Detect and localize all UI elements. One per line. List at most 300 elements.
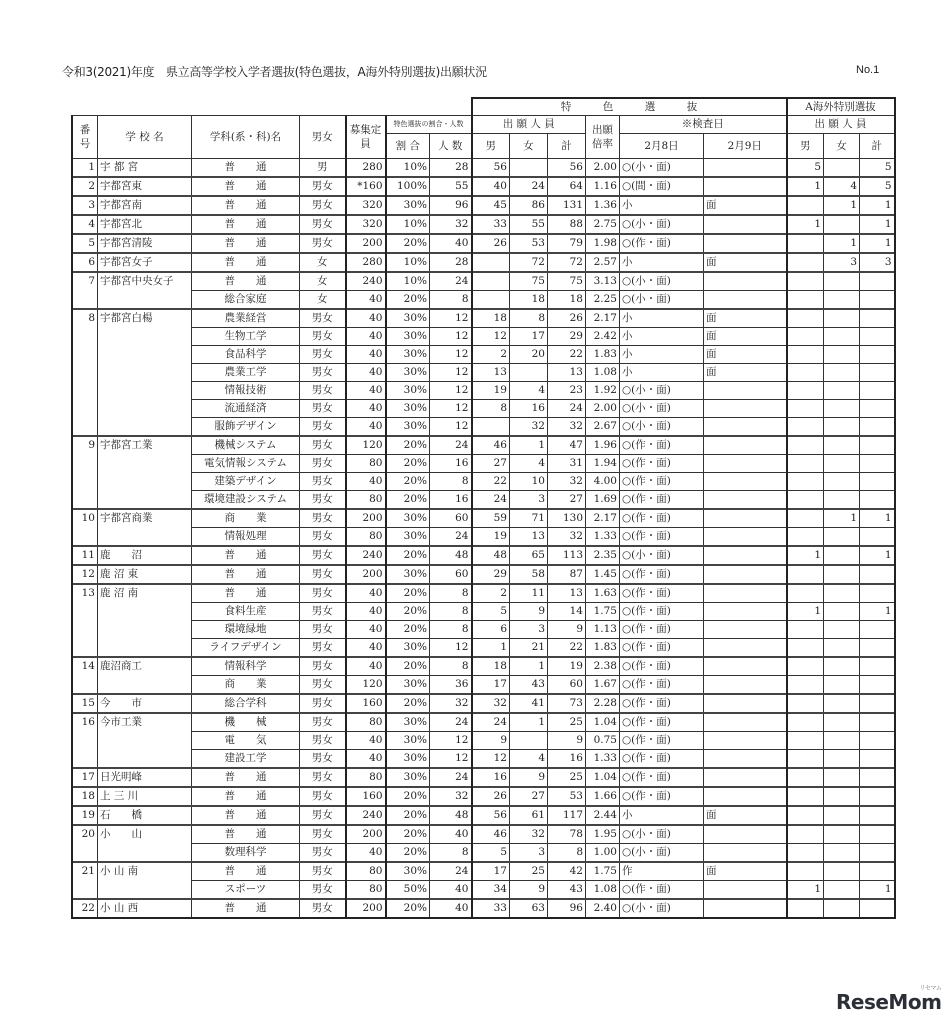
header-feb8: 2月8日: [620, 134, 704, 159]
cell-feb8: 小: [620, 346, 704, 364]
school-number: 8: [72, 309, 98, 436]
cell-total: 60: [548, 676, 586, 695]
cell-sex: 男女: [300, 215, 346, 234]
cell-feb8: ○(作・面): [620, 491, 704, 510]
cell-male: 46: [472, 436, 510, 455]
cell-total: 22: [548, 639, 586, 658]
cell-feb9: [704, 418, 787, 437]
school-name: 鹿 沼: [98, 546, 192, 565]
table-row: [72, 768, 895, 787]
cell-dept: 建築デザイン: [192, 473, 300, 491]
cell-feb8: ○(作・面): [620, 528, 704, 547]
cell-feb8: ○(作・面): [620, 603, 704, 621]
cell-ratio: 30%: [386, 732, 430, 750]
cell-kaigai-male: [787, 491, 824, 510]
cell-total: 32: [548, 418, 586, 437]
cell-kaigai-male: [787, 713, 824, 732]
cell-count: 48: [430, 806, 472, 825]
school-number: 17: [72, 768, 98, 787]
cell-total: 79: [548, 234, 586, 253]
cell-male: 26: [472, 787, 510, 806]
cell-feb8: 小: [620, 196, 704, 215]
cell-kaigai-female: [824, 565, 860, 584]
cell-dept: 普 通: [192, 272, 300, 291]
cell-female: 58: [510, 565, 548, 584]
document-title: 令和3(2021)年度 県立高等学校入学者選抜(特色選抜，A海外特別選抜)出願状況: [62, 65, 487, 79]
cell-female: 3: [510, 621, 548, 639]
cell-male: 19: [472, 528, 510, 547]
cell-count: 12: [430, 732, 472, 750]
cell-kaigai-male: [787, 528, 824, 547]
cell-kaigai-female: 4: [824, 177, 860, 196]
cell-rate: 1.13: [586, 621, 620, 639]
cell-female: 72: [510, 253, 548, 272]
cell-total: 88: [548, 215, 586, 234]
cell-count: 24: [430, 272, 472, 291]
cell-ratio: 20%: [386, 603, 430, 621]
cell-count: 8: [430, 657, 472, 676]
table-row: [72, 584, 895, 603]
cell-kaigai-total: [860, 768, 895, 787]
cell-dept: 服飾デザイン: [192, 418, 300, 437]
cell-male: 27: [472, 455, 510, 473]
cell-male: 46: [472, 825, 510, 844]
cell-feb8: ○(小・面): [620, 546, 704, 565]
cell-feb9: 面: [704, 196, 787, 215]
cell-dept: 総合家庭: [192, 291, 300, 310]
cell-kaigai-male: 5: [787, 159, 824, 178]
cell-sex: 女: [300, 253, 346, 272]
cell-feb8: ○(小・面): [620, 825, 704, 844]
cell-feb9: 面: [704, 309, 787, 328]
cell-ratio: 20%: [386, 694, 430, 713]
cell-male: [472, 418, 510, 437]
cell-sex: 男女: [300, 768, 346, 787]
cell-kaigai-male: [787, 657, 824, 676]
cell-capacity: 240: [346, 272, 386, 291]
cell-ratio: 20%: [386, 473, 430, 491]
cell-feb9: [704, 584, 787, 603]
cell-kaigai-total: [860, 844, 895, 863]
cell-sex: 男女: [300, 196, 346, 215]
cell-feb8: ○(作・面): [620, 732, 704, 750]
cell-sex: 男女: [300, 639, 346, 658]
header-tokushoku-group: 特 色 選 抜: [472, 98, 787, 116]
cell-feb9: [704, 639, 787, 658]
cell-capacity: 40: [346, 291, 386, 310]
cell-ratio: 100%: [386, 177, 430, 196]
table-row: [72, 825, 895, 844]
cell-feb8: 小: [620, 253, 704, 272]
header-kaigai-female: 女: [824, 134, 860, 159]
cell-kaigai-male: [787, 309, 824, 328]
cell-count: 24: [430, 436, 472, 455]
cell-count: 12: [430, 328, 472, 346]
cell-count: 12: [430, 639, 472, 658]
cell-kaigai-female: 3: [824, 253, 860, 272]
school-number: 11: [72, 546, 98, 565]
cell-feb9: [704, 621, 787, 639]
school-number: 21: [72, 862, 98, 899]
school-name: 今市工業: [98, 713, 192, 768]
cell-male: 33: [472, 899, 510, 918]
cell-count: 12: [430, 382, 472, 400]
school-number: 9: [72, 436, 98, 509]
cell-feb8: 小: [620, 328, 704, 346]
header-no: 番号: [72, 116, 98, 159]
cell-count: 8: [430, 844, 472, 863]
cell-capacity: 240: [346, 546, 386, 565]
cell-feb8: ○(作・面): [620, 881, 704, 900]
header-male: 男: [472, 134, 510, 159]
cell-kaigai-total: [860, 455, 895, 473]
table-row: [72, 328, 895, 346]
cell-dept: 普 通: [192, 177, 300, 196]
cell-kaigai-total: [860, 584, 895, 603]
table-row: [72, 215, 895, 234]
header-school: 学 校 名: [98, 116, 192, 159]
table-row: [72, 272, 895, 291]
cell-kaigai-male: [787, 328, 824, 346]
school-name: 宇都宮東: [98, 177, 192, 196]
school-name: 宇都宮清陵: [98, 234, 192, 253]
cell-kaigai-female: [824, 844, 860, 863]
cell-dept: 普 通: [192, 862, 300, 881]
cell-dept: 建設工学: [192, 750, 300, 769]
cell-dept: 環境緑地: [192, 621, 300, 639]
cell-female: 1: [510, 436, 548, 455]
cell-sex: 男女: [300, 418, 346, 437]
cell-dept: 普 通: [192, 787, 300, 806]
cell-kaigai-female: [824, 346, 860, 364]
table-row: [72, 346, 895, 364]
cell-kaigai-male: [787, 382, 824, 400]
cell-dept: スポーツ: [192, 881, 300, 900]
cell-capacity: 40: [346, 328, 386, 346]
cell-rate: 2.17: [586, 309, 620, 328]
cell-sex: 男女: [300, 787, 346, 806]
cell-dept: 農業工学: [192, 364, 300, 382]
cell-ratio: 20%: [386, 844, 430, 863]
school-number: 4: [72, 215, 98, 234]
cell-total: 117: [548, 806, 586, 825]
table-row: [72, 881, 895, 900]
cell-kaigai-female: [824, 639, 860, 658]
table-row: [72, 844, 895, 863]
cell-sex: 男女: [300, 565, 346, 584]
cell-capacity: 40: [346, 364, 386, 382]
cell-total: 31: [548, 455, 586, 473]
cell-total: 23: [548, 382, 586, 400]
header-feb9: 2月9日: [704, 134, 787, 159]
cell-male: 18: [472, 657, 510, 676]
cell-count: 24: [430, 768, 472, 787]
cell-count: 16: [430, 491, 472, 510]
cell-feb9: [704, 436, 787, 455]
cell-kaigai-female: [824, 159, 860, 178]
cell-total: 96: [548, 899, 586, 918]
cell-female: 32: [510, 825, 548, 844]
cell-rate: 1.94: [586, 455, 620, 473]
header-sex: 男女: [300, 116, 346, 159]
header-ratio: 割 合: [386, 134, 430, 159]
cell-female: 53: [510, 234, 548, 253]
cell-dept: 機 械: [192, 713, 300, 732]
cell-dept: 環境建設システム: [192, 491, 300, 510]
cell-sex: 男女: [300, 621, 346, 639]
cell-capacity: 40: [346, 382, 386, 400]
cell-total: 56: [548, 159, 586, 178]
cell-male: 5: [472, 844, 510, 863]
cell-capacity: 80: [346, 455, 386, 473]
header-dept: 学科(系・科)名: [192, 116, 300, 159]
table-row: [72, 400, 895, 418]
cell-count: 96: [430, 196, 472, 215]
cell-count: 28: [430, 253, 472, 272]
cell-feb9: [704, 215, 787, 234]
header-exam-date: ※検査日: [620, 116, 787, 134]
cell-kaigai-male: [787, 436, 824, 455]
cell-rate: 0.75: [586, 732, 620, 750]
cell-total: 22: [548, 346, 586, 364]
cell-ratio: 30%: [386, 528, 430, 547]
cell-total: 16: [548, 750, 586, 769]
cell-male: 48: [472, 546, 510, 565]
cell-capacity: 200: [346, 509, 386, 528]
header-spacer: [72, 98, 472, 116]
cell-kaigai-female: [824, 806, 860, 825]
school-name: 石 橋: [98, 806, 192, 825]
table-row: [72, 491, 895, 510]
cell-female: 3: [510, 491, 548, 510]
cell-count: 40: [430, 234, 472, 253]
cell-feb9: 面: [704, 253, 787, 272]
cell-capacity: 40: [346, 639, 386, 658]
cell-ratio: 30%: [386, 364, 430, 382]
cell-count: 32: [430, 215, 472, 234]
cell-dept: 普 通: [192, 234, 300, 253]
cell-female: 32: [510, 418, 548, 437]
cell-sex: 男女: [300, 309, 346, 328]
school-number: 13: [72, 584, 98, 657]
cell-feb9: [704, 509, 787, 528]
cell-kaigai-female: [824, 215, 860, 234]
school-name: 小 山: [98, 825, 192, 862]
cell-female: [510, 732, 548, 750]
table-row: [72, 565, 895, 584]
cell-male: 40: [472, 177, 510, 196]
cell-feb8: ○(作・面): [620, 455, 704, 473]
cell-kaigai-total: [860, 382, 895, 400]
cell-female: 43: [510, 676, 548, 695]
cell-feb9: [704, 546, 787, 565]
cell-ratio: 30%: [386, 418, 430, 437]
page-number: No.1: [856, 64, 880, 76]
table-row: [72, 862, 895, 881]
cell-male: 29: [472, 565, 510, 584]
cell-rate: 1.33: [586, 750, 620, 769]
cell-sex: 男女: [300, 364, 346, 382]
cell-male: 59: [472, 509, 510, 528]
header-kaigai-male: 男: [787, 134, 824, 159]
cell-sex: 男女: [300, 382, 346, 400]
cell-feb8: ○(小・面): [620, 400, 704, 418]
cell-rate: 1.16: [586, 177, 620, 196]
cell-kaigai-female: 1: [824, 509, 860, 528]
header-kaigai-total: 計: [860, 134, 895, 159]
cell-female: [510, 364, 548, 382]
cell-total: 14: [548, 603, 586, 621]
cell-female: 1: [510, 713, 548, 732]
cell-dept: 生物工学: [192, 328, 300, 346]
cell-count: 8: [430, 291, 472, 310]
cell-female: 11: [510, 584, 548, 603]
cell-male: 17: [472, 862, 510, 881]
cell-sex: 男女: [300, 177, 346, 196]
cell-capacity: 280: [346, 159, 386, 178]
cell-rate: 1.63: [586, 584, 620, 603]
cell-rate: 1.83: [586, 346, 620, 364]
cell-male: 45: [472, 196, 510, 215]
cell-kaigai-female: [824, 825, 860, 844]
cell-female: 1: [510, 657, 548, 676]
cell-male: 5: [472, 603, 510, 621]
cell-male: 9: [472, 732, 510, 750]
cell-male: [472, 272, 510, 291]
table-row: [72, 657, 895, 676]
cell-ratio: 30%: [386, 328, 430, 346]
table-row: [72, 473, 895, 491]
cell-female: 21: [510, 639, 548, 658]
cell-capacity: 40: [346, 844, 386, 863]
school-name: 宇都宮南: [98, 196, 192, 215]
cell-kaigai-female: [824, 436, 860, 455]
cell-feb9: [704, 657, 787, 676]
cell-feb9: [704, 382, 787, 400]
cell-kaigai-female: [824, 862, 860, 881]
cell-kaigai-male: [787, 639, 824, 658]
cell-female: 13: [510, 528, 548, 547]
cell-kaigai-male: [787, 234, 824, 253]
cell-feb8: ○(作・面): [620, 787, 704, 806]
school-name: 宇都宮商業: [98, 509, 192, 546]
cell-dept: 普 通: [192, 899, 300, 918]
cell-dept: 普 通: [192, 159, 300, 178]
cell-kaigai-male: [787, 806, 824, 825]
cell-kaigai-total: [860, 291, 895, 310]
cell-kaigai-total: 1: [860, 196, 895, 215]
table-body: [72, 159, 895, 919]
cell-sex: 男女: [300, 603, 346, 621]
cell-ratio: 30%: [386, 382, 430, 400]
cell-female: 16: [510, 400, 548, 418]
cell-capacity: 240: [346, 806, 386, 825]
cell-male: 13: [472, 364, 510, 382]
cell-kaigai-male: [787, 768, 824, 787]
cell-feb9: [704, 473, 787, 491]
cell-count: 16: [430, 455, 472, 473]
cell-capacity: 80: [346, 713, 386, 732]
cell-feb8: ○(小・面): [620, 418, 704, 437]
cell-male: 32: [472, 694, 510, 713]
cell-dept: 電気情報システム: [192, 455, 300, 473]
cell-feb8: ○(小・面): [620, 159, 704, 178]
cell-kaigai-female: [824, 473, 860, 491]
cell-ratio: 30%: [386, 509, 430, 528]
cell-male: 22: [472, 473, 510, 491]
cell-feb8: ○(作・面): [620, 768, 704, 787]
cell-kaigai-total: [860, 899, 895, 918]
cell-dept: 普 通: [192, 546, 300, 565]
school-name: 小 山 南: [98, 862, 192, 899]
cell-rate: 1.69: [586, 491, 620, 510]
cell-kaigai-male: [787, 509, 824, 528]
cell-sex: 男女: [300, 584, 346, 603]
cell-total: 18: [548, 291, 586, 310]
cell-kaigai-female: [824, 621, 860, 639]
cell-total: 25: [548, 768, 586, 787]
cell-feb8: ○(作・面): [620, 694, 704, 713]
cell-feb8: ○(作・面): [620, 713, 704, 732]
cell-kaigai-total: [860, 639, 895, 658]
cell-dept: 普 通: [192, 584, 300, 603]
cell-rate: 2.67: [586, 418, 620, 437]
cell-kaigai-male: [787, 899, 824, 918]
cell-ratio: 20%: [386, 657, 430, 676]
cell-female: 61: [510, 806, 548, 825]
cell-feb9: [704, 694, 787, 713]
header-female: 女: [510, 134, 548, 159]
header-rate: 出願倍率: [586, 116, 620, 159]
cell-kaigai-male: [787, 825, 824, 844]
cell-kaigai-male: [787, 732, 824, 750]
cell-sex: 男女: [300, 732, 346, 750]
school-number: 2: [72, 177, 98, 196]
cell-male: 18: [472, 309, 510, 328]
cell-feb9: [704, 676, 787, 695]
cell-kaigai-female: [824, 657, 860, 676]
cell-sex: 男女: [300, 528, 346, 547]
cell-capacity: 320: [346, 196, 386, 215]
cell-feb8: ○(作・面): [620, 473, 704, 491]
cell-male: [472, 253, 510, 272]
cell-kaigai-male: [787, 400, 824, 418]
cell-kaigai-female: [824, 291, 860, 310]
cell-kaigai-total: [860, 825, 895, 844]
cell-ratio: 30%: [386, 400, 430, 418]
table-row: [72, 621, 895, 639]
cell-feb9: [704, 713, 787, 732]
cell-count: 24: [430, 862, 472, 881]
cell-sex: 男女: [300, 881, 346, 900]
cell-kaigai-total: [860, 346, 895, 364]
cell-female: 25: [510, 862, 548, 881]
school-name: 宇都宮女子: [98, 253, 192, 272]
cell-dept: 普 通: [192, 253, 300, 272]
cell-feb9: [704, 177, 787, 196]
cell-ratio: 20%: [386, 899, 430, 918]
table-row: [72, 546, 895, 565]
cell-sex: 男女: [300, 899, 346, 918]
cell-kaigai-female: 1: [824, 196, 860, 215]
cell-kaigai-male: [787, 694, 824, 713]
cell-feb9: [704, 159, 787, 178]
cell-kaigai-female: [824, 899, 860, 918]
cell-rate: 2.00: [586, 400, 620, 418]
cell-female: 9: [510, 881, 548, 900]
cell-ratio: 50%: [386, 881, 430, 900]
cell-count: 60: [430, 565, 472, 584]
